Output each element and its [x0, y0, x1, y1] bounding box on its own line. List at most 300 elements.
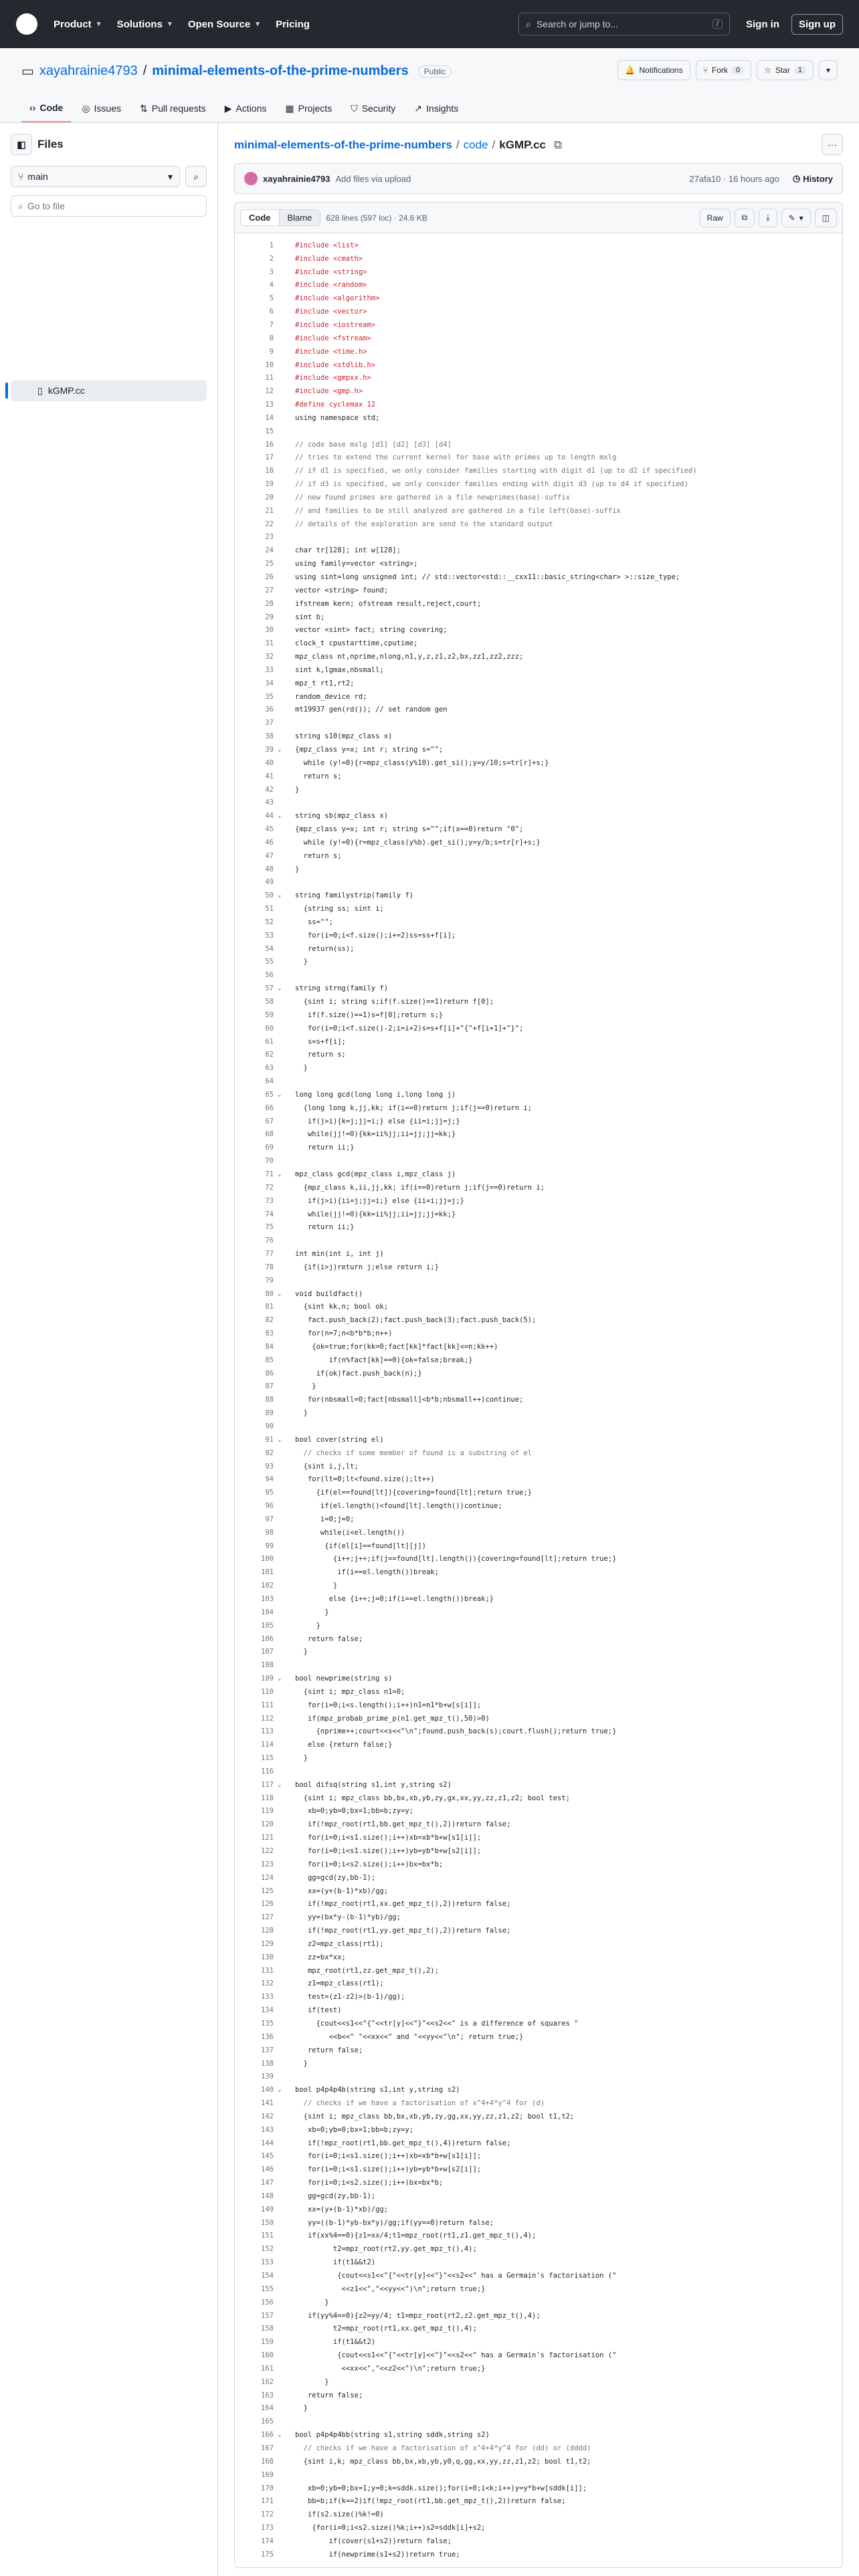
line-number[interactable]: 52: [265, 918, 274, 926]
code-line: [235, 477, 842, 491]
code-line: [235, 1088, 842, 1101]
line-number[interactable]: 49: [265, 878, 274, 887]
line-number[interactable]: 35: [265, 692, 274, 701]
line-number[interactable]: 151: [261, 2232, 274, 2240]
code-line: [235, 2110, 842, 2123]
line-number[interactable]: 165: [261, 2418, 274, 2426]
line-number[interactable]: 25: [265, 560, 274, 568]
line-number[interactable]: 110: [261, 1687, 274, 1696]
line-number[interactable]: 150: [261, 2218, 274, 2227]
search-files-button[interactable]: [185, 166, 207, 187]
line-number[interactable]: 47: [265, 851, 274, 860]
line-number[interactable]: 33: [265, 665, 274, 674]
code-text: if(!mpz_root(rt1,bb.get_mpz_t(),4))return false;: [295, 2139, 511, 2147]
code-line: [235, 756, 842, 770]
chevron-down-icon[interactable]: ⌄: [278, 1091, 282, 1098]
code-text: for(i=0;i<s1.size();i++)yb=yb*b+w[s2[i]];: [295, 2165, 482, 2174]
line-number[interactable]: 87: [265, 1382, 274, 1391]
code-text: if(j>i){k=j;jj=i;} else {ii=i;jj=j;}: [295, 1117, 460, 1125]
line-number[interactable]: 83: [265, 1329, 274, 1338]
collapse-sidebar-button[interactable]: [11, 134, 32, 155]
breadcrumb: [234, 134, 843, 156]
code-line: [235, 1354, 842, 1367]
line-number[interactable]: 128: [261, 1927, 274, 1935]
line-number[interactable]: 81: [265, 1303, 274, 1311]
line-number[interactable]: 117: [261, 1780, 274, 1789]
github-logo-icon[interactable]: [16, 13, 37, 35]
code-text: #include <time.h>: [295, 347, 367, 356]
notifications-button[interactable]: [617, 60, 690, 80]
code-line: [235, 1433, 842, 1446]
line-number[interactable]: 119: [261, 1807, 274, 1816]
chevron-down-icon[interactable]: ⌄: [278, 813, 282, 820]
line-number[interactable]: 88: [265, 1396, 274, 1404]
line-number[interactable]: 79: [265, 1276, 274, 1285]
line-number[interactable]: 121: [261, 1834, 274, 1842]
nav-open-source[interactable]: [188, 19, 261, 30]
line-number[interactable]: 78: [265, 1263, 274, 1271]
line-number[interactable]: 51: [265, 905, 274, 914]
line-number[interactable]: 169: [261, 2470, 274, 2479]
code-line: [235, 411, 842, 425]
line-number[interactable]: 174: [261, 2537, 274, 2545]
edit-button[interactable]: [781, 209, 811, 227]
star-dropdown-button[interactable]: [819, 60, 838, 80]
tab-security[interactable]: [343, 96, 403, 122]
line-number[interactable]: 84: [265, 1342, 274, 1351]
code-line: [235, 1261, 842, 1274]
line-number[interactable]: 170: [261, 2484, 274, 2492]
line-number[interactable]: 56: [265, 971, 274, 980]
line-number[interactable]: 93: [265, 1462, 274, 1471]
line-number[interactable]: 40: [265, 758, 274, 767]
line-number[interactable]: 94: [265, 1475, 274, 1484]
commit-hash[interactable]: 27afa10: [689, 173, 721, 184]
code-view-button[interactable]: Code: [241, 210, 280, 225]
code-text: mt19937 gen(rd()); // set random gen: [295, 706, 448, 714]
breadcrumb-repo-link[interactable]: minimal-elements-of-the-prime-numbers: [234, 138, 452, 151]
line-number[interactable]: 28: [265, 599, 274, 608]
line-number[interactable]: 36: [265, 706, 274, 714]
line-number[interactable]: 140: [261, 2086, 274, 2095]
line-number[interactable]: 37: [265, 719, 274, 728]
code-line: [235, 623, 842, 637]
line-number[interactable]: 118: [261, 1794, 274, 1802]
line-number[interactable]: 6: [269, 308, 274, 316]
line-number[interactable]: 147: [261, 2179, 274, 2187]
line-number[interactable]: 77: [265, 1250, 274, 1259]
code-text: }: [295, 1582, 338, 1590]
line-number[interactable]: 29: [265, 613, 274, 621]
history-button[interactable]: [793, 173, 833, 184]
line-number[interactable]: 16: [265, 440, 274, 449]
line-number[interactable]: 167: [261, 2444, 274, 2452]
code-text: ifstream kern; ofstream result,reject,court;: [295, 599, 482, 608]
line-number[interactable]: 17: [265, 453, 274, 462]
code-line: [235, 385, 842, 398]
line-number[interactable]: 92: [265, 1448, 274, 1457]
line-number[interactable]: 8: [269, 334, 274, 342]
code-line: [235, 1924, 842, 1937]
line-number[interactable]: 102: [261, 1582, 274, 1590]
line-number[interactable]: 131: [261, 1966, 274, 1975]
line-number[interactable]: 82: [265, 1316, 274, 1325]
file-icon: ▯: [37, 385, 43, 396]
line-number[interactable]: 46: [265, 838, 274, 847]
line-number[interactable]: 111: [261, 1701, 274, 1709]
line-number[interactable]: 156: [261, 2298, 274, 2306]
line-number[interactable]: 163: [261, 2391, 274, 2399]
line-number[interactable]: 91: [265, 1435, 274, 1444]
line-number[interactable]: 5: [269, 294, 274, 303]
code-text: // if d1 is specified, we only consider families starting with digit d1 (up to d2 if specified): [295, 467, 697, 475]
chevron-down-icon[interactable]: ⌄: [278, 1781, 282, 1788]
tab-security-label: Security: [361, 103, 396, 114]
repo-name-link[interactable]: minimal-elements-of-the-prime-numbers: [152, 64, 409, 78]
shield-icon: ⛉: [351, 102, 358, 114]
symbols-button[interactable]: [815, 209, 837, 227]
line-number[interactable]: 164: [261, 2404, 274, 2413]
line-number[interactable]: 146: [261, 2165, 274, 2174]
line-number[interactable]: 101: [261, 1568, 274, 1577]
line-number[interactable]: 85: [265, 1356, 274, 1364]
nav-pricing[interactable]: Pricing: [276, 18, 310, 30]
code-text: // if d3 is specified, we only consider families ending with digit d3 (up to d4 if specified): [295, 480, 688, 489]
code-line: [235, 1632, 842, 1646]
line-number[interactable]: 103: [261, 1594, 274, 1603]
line-number[interactable]: 100: [261, 1555, 274, 1564]
code-text: }: [295, 1064, 308, 1073]
line-number[interactable]: 57: [265, 984, 274, 993]
copy-raw-button[interactable]: [735, 209, 755, 227]
line-number[interactable]: 80: [265, 1289, 274, 1298]
line-number[interactable]: 144: [261, 2139, 274, 2147]
line-number[interactable]: 160: [261, 2351, 274, 2360]
line-number[interactable]: 66: [265, 1103, 274, 1112]
line-number[interactable]: 137: [261, 2046, 274, 2054]
line-number[interactable]: 31: [265, 639, 274, 648]
line-number[interactable]: 15: [265, 427, 274, 435]
more-options-button[interactable]: [822, 134, 843, 155]
code-line: [235, 2216, 842, 2230]
code-line: [235, 1858, 842, 1871]
fork-button[interactable]: [696, 60, 751, 80]
line-number[interactable]: 23: [265, 533, 274, 542]
line-number[interactable]: 34: [265, 679, 274, 687]
line-number[interactable]: 73: [265, 1196, 274, 1205]
commit-message[interactable]: Add files via upload: [335, 173, 411, 184]
search-input[interactable]: [518, 13, 730, 35]
line-number[interactable]: 75: [265, 1223, 274, 1232]
line-number[interactable]: 22: [265, 520, 274, 528]
line-number[interactable]: 60: [265, 1024, 274, 1033]
global-header: [0, 0, 859, 48]
line-number[interactable]: 7: [269, 320, 274, 329]
repo-owner-link[interactable]: xayahrainie4793: [39, 64, 138, 78]
code-text: for(lt=0;lt<found.size();lt++): [295, 1475, 435, 1484]
code-line: [235, 637, 842, 650]
line-number[interactable]: 130: [261, 1953, 274, 1961]
breadcrumb-separator: /: [456, 138, 460, 151]
line-number[interactable]: 2: [269, 254, 274, 263]
line-number[interactable]: 134: [261, 2006, 274, 2015]
line-number[interactable]: 71: [265, 1170, 274, 1178]
line-number[interactable]: 39: [265, 745, 274, 754]
line-number[interactable]: 72: [265, 1183, 274, 1192]
code-text: if(ok)fact.push_back(n);}: [295, 1369, 422, 1378]
raw-button[interactable]: Raw: [700, 209, 731, 227]
line-number[interactable]: 32: [265, 653, 274, 661]
nav-solutions[interactable]: [117, 19, 173, 30]
line-number[interactable]: 30: [265, 626, 274, 635]
line-number[interactable]: 11: [265, 374, 274, 383]
code-text: else {return false;}: [295, 1741, 393, 1749]
line-number[interactable]: 43: [265, 798, 274, 807]
code-text: bool p4p4p4b(string s1,int y,string s2): [295, 2086, 460, 2095]
breadcrumb-dir-link[interactable]: code: [463, 138, 488, 151]
line-number[interactable]: 38: [265, 732, 274, 741]
code-line: [235, 2415, 842, 2428]
line-number[interactable]: 50: [265, 891, 274, 900]
commit-author[interactable]: xayahrainie4793: [263, 173, 330, 184]
line-number[interactable]: 44: [265, 812, 274, 821]
line-number[interactable]: 76: [265, 1237, 274, 1245]
line-number[interactable]: 70: [265, 1157, 274, 1166]
line-number[interactable]: 26: [265, 573, 274, 582]
line-number[interactable]: 175: [261, 2550, 274, 2559]
code-line: [235, 2189, 842, 2203]
blame-view-button[interactable]: Blame: [280, 210, 320, 225]
line-number[interactable]: 168: [261, 2457, 274, 2466]
line-number[interactable]: 116: [261, 1767, 274, 1776]
line-number[interactable]: 138: [261, 2059, 274, 2068]
code-line: [235, 2521, 842, 2535]
code-text: }: [295, 2059, 308, 2068]
line-number[interactable]: 4: [269, 281, 274, 290]
avatar[interactable]: [244, 172, 258, 185]
line-number[interactable]: 145: [261, 2152, 274, 2161]
line-number[interactable]: 104: [261, 1608, 274, 1616]
file-tree-item-label: kGMP.cc: [47, 385, 85, 396]
line-number[interactable]: 62: [265, 1051, 274, 1059]
line-number[interactable]: 86: [265, 1369, 274, 1378]
code-line: [235, 1128, 842, 1142]
branch-selector[interactable]: [11, 166, 180, 187]
code-text: if(xx%4==0){z1=xx/4;t1=mpz_root(rt1,z1.get_mpz_t(),4);: [295, 2232, 537, 2240]
line-number[interactable]: 158: [261, 2325, 274, 2333]
line-number[interactable]: 136: [261, 2032, 274, 2041]
chevron-down-icon[interactable]: ⌄: [278, 2432, 282, 2439]
copy-path-icon[interactable]: ⧉: [553, 138, 562, 151]
line-number[interactable]: 129: [261, 1939, 274, 1948]
line-number[interactable]: 122: [261, 1847, 274, 1856]
tab-actions[interactable]: [217, 96, 275, 122]
line-number[interactable]: 114: [261, 1741, 274, 1749]
line-number[interactable]: 64: [265, 1077, 274, 1086]
code-line: [235, 1844, 842, 1858]
chevron-down-icon[interactable]: ⌄: [278, 892, 282, 899]
line-number[interactable]: 148: [261, 2191, 274, 2200]
line-number[interactable]: 67: [265, 1117, 274, 1125]
line-number[interactable]: 159: [261, 2338, 274, 2347]
page-body: [0, 123, 859, 2576]
line-number[interactable]: 69: [265, 1144, 274, 1152]
table-icon: ▦: [285, 102, 294, 114]
chevron-down-icon[interactable]: ⌄: [278, 1170, 282, 1178]
line-number[interactable]: 9: [269, 347, 274, 356]
code-text: #include <gmpxx.h>: [295, 374, 371, 383]
line-number[interactable]: 74: [265, 1210, 274, 1218]
line-number[interactable]: 27: [265, 586, 274, 595]
line-number[interactable]: 21: [265, 506, 274, 515]
code-text: {sint i; mpz_class bb,bx,xb,yb,zy,gx,xx,yy,zz,z1,z2; bool test;: [295, 1794, 570, 1802]
line-number[interactable]: 107: [261, 1648, 274, 1656]
code-text: if(t1&&t2): [295, 2258, 376, 2267]
line-number[interactable]: 135: [261, 2019, 274, 2028]
line-number[interactable]: 41: [265, 772, 274, 780]
line-number[interactable]: 13: [265, 401, 274, 409]
line-number[interactable]: 105: [261, 1621, 274, 1630]
line-number[interactable]: 96: [265, 1502, 274, 1511]
line-number[interactable]: 109: [261, 1675, 274, 1683]
line-number[interactable]: 12: [265, 387, 274, 396]
line-number[interactable]: 106: [261, 1634, 274, 1643]
line-number[interactable]: 108: [261, 1661, 274, 1670]
line-number[interactable]: 98: [265, 1528, 274, 1537]
line-number[interactable]: 171: [261, 2497, 274, 2506]
line-number[interactable]: 68: [265, 1130, 274, 1139]
line-number[interactable]: 24: [265, 546, 274, 555]
line-number[interactable]: 10: [265, 360, 274, 369]
line-number[interactable]: 143: [261, 2125, 274, 2134]
line-number[interactable]: 157: [261, 2311, 274, 2320]
nav-product[interactable]: [54, 19, 102, 30]
file-tree-item-kgmp[interactable]: [11, 380, 207, 401]
line-number[interactable]: 127: [261, 1913, 274, 1922]
line-number[interactable]: 19: [265, 480, 274, 489]
code-line: [235, 1911, 842, 1924]
code-line: [235, 2296, 842, 2309]
line-number[interactable]: 3: [269, 267, 274, 276]
code-text: xx=(y+(b-1)*xb)/gg;: [295, 1887, 389, 1895]
line-number[interactable]: 1: [269, 241, 274, 249]
code-line: [235, 704, 842, 717]
pencil-icon: ✎: [788, 213, 795, 223]
tab-issues[interactable]: [74, 96, 129, 122]
line-number[interactable]: 65: [265, 1090, 274, 1099]
line-number[interactable]: 139: [261, 2072, 274, 2081]
line-number[interactable]: 166: [261, 2431, 274, 2440]
code-text: {sint i; string s;if(f.size()==1)return f[0];: [295, 998, 494, 1006]
line-number[interactable]: 58: [265, 998, 274, 1006]
code-text: }: [295, 1608, 329, 1616]
chevron-down-icon[interactable]: ⌄: [278, 1436, 282, 1443]
line-number[interactable]: 97: [265, 1515, 274, 1523]
tab-code[interactable]: [21, 96, 71, 122]
sign-in-link[interactable]: Sign in: [746, 18, 779, 30]
line-number[interactable]: 162: [261, 2377, 274, 2386]
line-number[interactable]: 18: [265, 467, 274, 475]
sidebar-collapse-icon: ◧: [17, 138, 26, 150]
line-number[interactable]: 161: [261, 2364, 274, 2373]
line-number[interactable]: 14: [265, 413, 274, 422]
line-number[interactable]: 123: [261, 1860, 274, 1868]
line-number[interactable]: 89: [265, 1409, 274, 1418]
line-number[interactable]: 149: [261, 2205, 274, 2214]
line-number[interactable]: 63: [265, 1064, 274, 1073]
line-number[interactable]: 48: [265, 865, 274, 873]
line-number[interactable]: 59: [265, 1010, 274, 1019]
line-number[interactable]: 99: [265, 1541, 274, 1550]
line-number[interactable]: 55: [265, 958, 274, 966]
chevron-down-icon[interactable]: ⌄: [278, 985, 282, 992]
tab-insights[interactable]: [406, 96, 466, 122]
line-number[interactable]: 155: [261, 2284, 274, 2293]
line-number[interactable]: 120: [261, 1820, 274, 1829]
code-line: [235, 1977, 842, 1991]
chevron-down-icon[interactable]: ⌄: [278, 2086, 282, 2094]
latest-commit-bar: [234, 163, 843, 194]
code-text: bool newprime(string s): [295, 1675, 393, 1683]
line-number[interactable]: 125: [261, 1887, 274, 1895]
line-number[interactable]: 153: [261, 2258, 274, 2267]
line-number[interactable]: 42: [265, 785, 274, 794]
star-label: Star: [775, 66, 790, 75]
code-text: return ii;}: [295, 1144, 355, 1152]
code-text: #include <algorithm>: [295, 294, 380, 303]
line-number[interactable]: 90: [265, 1422, 274, 1431]
chevron-down-icon: ▼: [95, 20, 102, 28]
line-number[interactable]: 20: [265, 493, 274, 502]
line-number[interactable]: 112: [261, 1714, 274, 1723]
code-line: [235, 2070, 842, 2083]
line-number[interactable]: 54: [265, 944, 274, 953]
chevron-down-icon[interactable]: ⌄: [278, 746, 282, 753]
sign-up-button[interactable]: Sign up: [791, 14, 843, 35]
line-number[interactable]: 132: [261, 1979, 274, 1988]
line-number[interactable]: 95: [265, 1489, 274, 1497]
line-number[interactable]: 61: [265, 1037, 274, 1046]
chevron-down-icon: ▼: [254, 20, 262, 28]
line-number[interactable]: 141: [261, 2099, 274, 2108]
code-line: [235, 1313, 842, 1327]
code-line: [235, 1367, 842, 1380]
code-text: if(test): [295, 2006, 342, 2015]
line-number[interactable]: 45: [265, 825, 274, 834]
star-button[interactable]: [757, 60, 814, 80]
tab-pull-requests[interactable]: [132, 96, 214, 122]
line-number[interactable]: 126: [261, 1900, 274, 1909]
chevron-down-icon[interactable]: ⌄: [278, 1675, 282, 1683]
line-number[interactable]: 115: [261, 1754, 274, 1763]
line-number[interactable]: 113: [261, 1727, 274, 1736]
code-line: [235, 1539, 842, 1553]
line-number[interactable]: 133: [261, 1993, 274, 2002]
line-number[interactable]: 53: [265, 931, 274, 940]
code-text: xx=(y+(b-1)*xb)/gg;: [295, 2205, 389, 2214]
line-number[interactable]: 172: [261, 2510, 274, 2519]
line-number[interactable]: 142: [261, 2112, 274, 2121]
go-to-file-input[interactable]: [11, 195, 207, 217]
chevron-down-icon[interactable]: ⌄: [278, 1290, 282, 1297]
tab-projects[interactable]: [277, 96, 340, 122]
line-number[interactable]: 154: [261, 2272, 274, 2280]
line-number[interactable]: 152: [261, 2245, 274, 2254]
code-line: [235, 1499, 842, 1513]
download-button[interactable]: [759, 209, 777, 227]
line-number[interactable]: 173: [261, 2524, 274, 2533]
line-number[interactable]: 124: [261, 1873, 274, 1882]
